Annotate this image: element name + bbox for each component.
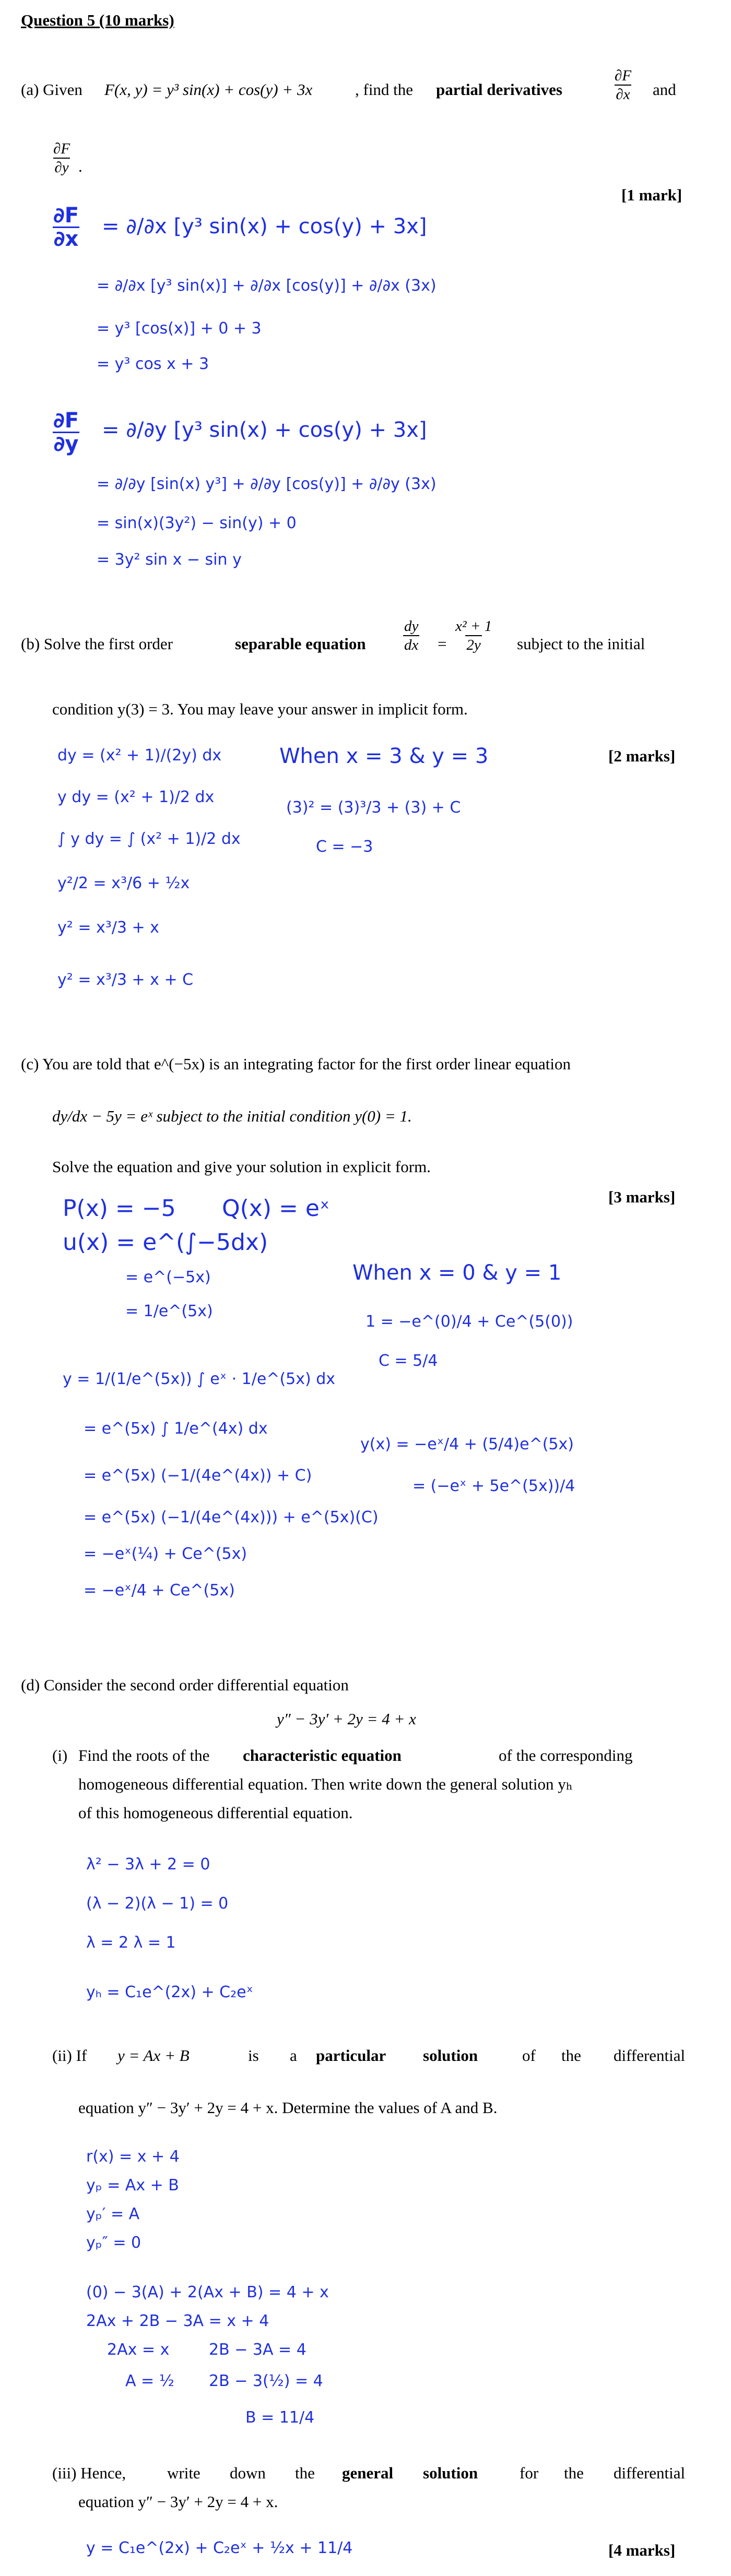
dfdy-numerator: ∂F bbox=[53, 140, 70, 157]
rhs-den: 2y bbox=[465, 635, 481, 653]
hw-d-i-w1: λ² − 3λ + 2 = 0 bbox=[86, 1855, 210, 1874]
part-d-i-text1-start: Find the roots of the bbox=[78, 1746, 210, 1764]
part-b-prompt-bold: separable equation bbox=[235, 635, 366, 653]
part-d-ii-the: the bbox=[561, 2046, 581, 2065]
hw-d-ii-w3: yₚ′ = A bbox=[86, 2205, 140, 2223]
hw-dfdy-line3: = sin(x)(3y²) − sin(y) + 0 bbox=[97, 514, 297, 532]
dfdy-denominator: ∂y bbox=[53, 158, 69, 175]
part-d-i-text1-end: of the corresponding bbox=[499, 1746, 633, 1764]
hw-d-ii-w7a: 2Ax = x bbox=[107, 2341, 170, 2359]
part-d-ii-particular: particular bbox=[316, 2046, 386, 2065]
hw-dfdy-line2: = ∂/∂y [sin(x) y³] + ∂/∂y [cos(y)] + ∂/∂y (3x) bbox=[97, 475, 437, 493]
hw-b-w4: y²/2 = x³/6 + ½x bbox=[57, 874, 190, 892]
hw-c-u1: u(x) = e^(∫−5dx) bbox=[63, 1229, 268, 1256]
hw-d-ii-w7b: 2B − 3A = 4 bbox=[209, 2341, 306, 2359]
dfdx-numerator: ∂F bbox=[615, 67, 632, 84]
rhs-num: x² + 1 bbox=[455, 618, 492, 635]
part-d-iii-text2: equation y″ − 3y′ + 2y = 4 + x. bbox=[78, 2492, 278, 2511]
hw-b-c: C = −3 bbox=[316, 838, 373, 856]
hw-d-ii-w8b: 2B − 3(½) = 4 bbox=[209, 2372, 323, 2390]
hw-c-sub: 1 = −e^(0)/4 + Ce^(5(0)) bbox=[366, 1313, 573, 1331]
hw-c-u2: = e^(−5x) bbox=[125, 1268, 211, 1286]
hw-d-ii-w5: (0) − 3(A) + 2(Ax + B) = 4 + x bbox=[86, 2283, 329, 2301]
hw-c-c: C = 5/4 bbox=[379, 1352, 438, 1370]
part-d-iii-for: for bbox=[520, 2464, 539, 2482]
hw-b-w1: dy = (x² + 1)/(2y) dx bbox=[57, 746, 222, 765]
hw-dfdy-num: ∂F bbox=[53, 409, 79, 433]
hw-c-p: P(x) = −5 bbox=[63, 1195, 176, 1222]
hw-d-iii-answer: y = C₁e^(2x) + C₂eˣ + ½x + 11/4 bbox=[86, 2539, 353, 2557]
part-a-dot: . bbox=[78, 157, 82, 175]
hw-c-y2: = e^(5x) ∫ 1/e^(4x) dx bbox=[84, 1420, 268, 1438]
hw-dfdy-line4: = 3y² sin x − sin y bbox=[97, 551, 242, 569]
part-d-ii-text2: equation y″ − 3y′ + 2y = 4 + x. Determine the values of A and B. bbox=[78, 2098, 498, 2117]
hw-b-w6: y² = x³/3 + x + C bbox=[57, 971, 194, 989]
dydx-den: dx bbox=[403, 635, 419, 653]
hw-c-y5: = −eˣ(¼) + Ce^(5x) bbox=[84, 1545, 247, 1563]
part-d-ii-a: a bbox=[290, 2046, 297, 2065]
part-b-prompt-start: (b) Solve the first order bbox=[21, 635, 173, 653]
hw-dfdx-den: ∂x bbox=[53, 227, 79, 251]
hw-d-i-w3: λ = 2 λ = 1 bbox=[86, 1934, 176, 1952]
hw-dfdx-line3: = y³ [cos(x)] + 0 + 3 bbox=[97, 319, 262, 338]
hw-c-condition: When x = 0 & y = 1 bbox=[352, 1261, 562, 1285]
hw-dfdy-lhs bbox=[52, 410, 80, 455]
part-c-marks: [3 marks] bbox=[608, 1188, 676, 1206]
hw-dfdx-line1: = ∂/∂x [y³ sin(x) + cos(y) + 3x] bbox=[102, 214, 427, 238]
part-b-line2: condition y(3) = 3. You may leave your answer in implicit form. bbox=[52, 700, 468, 718]
hw-d-i-w2: (λ − 2)(λ − 1) = 0 bbox=[86, 1894, 229, 1913]
part-b-dydx-fraction bbox=[403, 618, 419, 653]
hw-d-ii-w4: yₚ″ = 0 bbox=[86, 2234, 142, 2252]
hw-c-sol1: y(x) = −eˣ/4 + (5/4)e^(5x) bbox=[360, 1435, 574, 1453]
hw-d-ii-w8a: A = ½ bbox=[125, 2372, 174, 2390]
part-d-ii-of: of bbox=[522, 2046, 536, 2065]
part-d-iii-label: (iii) Hence, bbox=[52, 2464, 126, 2482]
part-a-dfdx-fraction bbox=[614, 68, 632, 103]
part-d-i-text2: homogeneous differential equation. Then write down the general solution yₕ bbox=[78, 1775, 573, 1793]
part-d-ii-label: (ii) If bbox=[52, 2046, 87, 2065]
part-a-prompt-mid: , find the bbox=[355, 80, 414, 99]
hw-d-ii-w6: 2Ax + 2B − 3A = x + 4 bbox=[86, 2312, 269, 2330]
hw-b-w5: y² = x³/3 + x bbox=[57, 919, 159, 937]
part-c-line3: Solve the equation and give your solution in explicit form. bbox=[52, 1158, 431, 1176]
part-d-iii-differential: differential bbox=[614, 2464, 686, 2482]
question-title: Question 5 (10 marks) bbox=[21, 11, 174, 29]
hw-c-y4: = e^(5x) (−1/(4e^(4x))) + e^(5x)(C) bbox=[84, 1508, 379, 1526]
part-d-ii-differential: differential bbox=[614, 2046, 686, 2065]
hw-b-sub: (3)² = (3)³/3 + (3) + C bbox=[286, 798, 461, 817]
dfdx-denominator: ∂x bbox=[615, 85, 631, 102]
part-b-rhs-fraction bbox=[454, 618, 493, 653]
hw-dfdx-lhs bbox=[52, 205, 80, 250]
hw-d-ii-w9: B = 11/4 bbox=[245, 2408, 315, 2427]
hw-c-sol2: = (−eˣ + 5e^(5x))/4 bbox=[412, 1477, 575, 1495]
part-d-iii-down: down bbox=[230, 2464, 266, 2482]
part-a-prompt-bold: partial derivatives bbox=[436, 80, 562, 99]
part-a-prompt-start: (a) Given bbox=[21, 80, 82, 99]
part-b-equals: = bbox=[438, 635, 447, 653]
part-d-i-text1-bold: characteristic equation bbox=[243, 1746, 402, 1764]
part-b-marks: [2 marks] bbox=[608, 747, 676, 765]
part-b-prompt-end: subject to the initial bbox=[517, 635, 645, 653]
part-a-marks: [1 mark] bbox=[621, 186, 682, 204]
hw-c-u3: = 1/e^(5x) bbox=[125, 1302, 213, 1320]
part-c-line1: (c) You are told that e^(−5x) is an integrating factor for the first order linear equation bbox=[21, 1055, 571, 1073]
part-d-ii-solution: solution bbox=[423, 2046, 478, 2065]
part-d-iii-general: general bbox=[342, 2464, 394, 2482]
hw-c-q: Q(x) = eˣ bbox=[222, 1195, 330, 1222]
dydx-num: dy bbox=[404, 618, 419, 635]
part-d-iii-the: the bbox=[295, 2464, 315, 2482]
part-d-iii-solution: solution bbox=[423, 2464, 478, 2482]
part-a-function: F(x, y) = y³ sin(x) + cos(y) + 3x bbox=[104, 80, 313, 99]
hw-d-ii-w2: yₚ = Ax + B bbox=[86, 2176, 179, 2195]
part-d-ii-eq: y = Ax + B bbox=[117, 2046, 190, 2065]
part-c-line2: dy/dx − 5y = eˣ subject to the initial condition y(0) = 1. bbox=[52, 1107, 412, 1125]
hw-c-y6: = −eˣ/4 + Ce^(5x) bbox=[84, 1581, 235, 1600]
hw-c-y3: = e^(5x) (−1/(4e^(4x)) + C) bbox=[84, 1466, 312, 1485]
part-d-intro: (d) Consider the second order differential equation bbox=[21, 1676, 349, 1694]
part-d-ii-is: is bbox=[248, 2046, 259, 2065]
part-d-iii-write: write bbox=[167, 2464, 201, 2482]
part-d-i-label: (i) bbox=[52, 1746, 68, 1764]
hw-dfdx-line4: = y³ cos x + 3 bbox=[97, 355, 209, 373]
part-d-equation: y″ − 3y′ + 2y = 4 + x bbox=[277, 1710, 416, 1728]
part-d-iii-the2: the bbox=[564, 2464, 584, 2482]
hw-b-w3: ∫ y dy = ∫ (x² + 1)/2 dx bbox=[57, 830, 241, 848]
part-d-i-text3: of this homogeneous differential equation. bbox=[78, 1804, 353, 1822]
hw-dfdx-num: ∂F bbox=[53, 204, 79, 228]
hw-c-y1: y = 1/(1/e^(5x)) ∫ eˣ · 1/e^(5x) dx bbox=[63, 1370, 336, 1388]
hw-dfdy-den: ∂y bbox=[53, 432, 79, 456]
hw-b-w2: y dy = (x² + 1)/2 dx bbox=[57, 788, 215, 806]
part-d-marks: [4 marks] bbox=[608, 2541, 676, 2559]
hw-d-ii-w1: r(x) = x + 4 bbox=[86, 2148, 180, 2166]
hw-d-i-w4: yₕ = C₁e^(2x) + C₂eˣ bbox=[86, 1983, 253, 2001]
hw-b-condition: When x = 3 & y = 3 bbox=[279, 744, 489, 768]
part-a-and: and bbox=[653, 80, 676, 99]
hw-dfdx-line2: = ∂/∂x [y³ sin(x)] + ∂/∂x [cos(y)] + ∂/∂x (3x) bbox=[97, 277, 437, 295]
part-a-dfdy-fraction bbox=[52, 141, 71, 176]
hw-dfdy-line1: = ∂/∂y [y³ sin(x) + cos(y) + 3x] bbox=[102, 418, 427, 442]
